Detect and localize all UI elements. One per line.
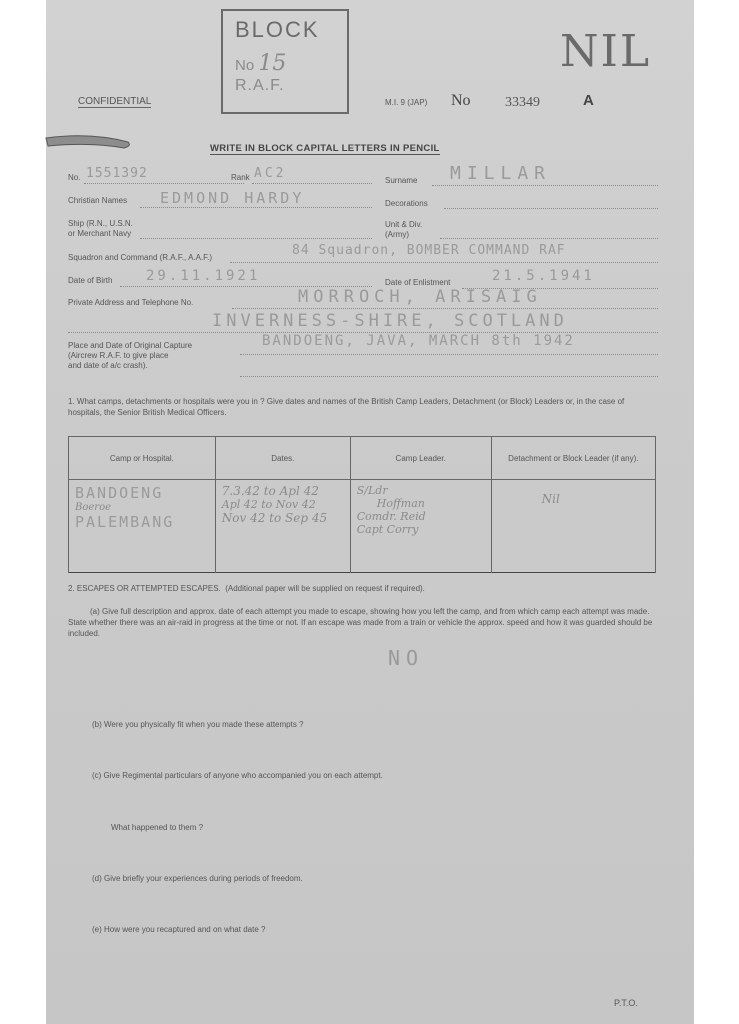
squadron-value: 84 Squadron, BOMBER COMMAND RAF [292,243,566,258]
camp-3: PALEMBANG [75,513,175,531]
classification: CONFIDENTIAL [78,96,152,107]
leader-4: Capt Corry [356,523,419,536]
binder-ring-icon [40,128,140,154]
number-value: 33349 [505,95,540,110]
header-detachment-leader: Detachment or Block Leader (if any). [491,437,655,480]
stamp-line3: R.A.F. [235,77,285,94]
number-label: No [451,92,471,109]
camp-2: Boeroe [75,502,112,513]
ship-label: Ship (R.N., U.S.N. or Merchant Navy [68,219,133,238]
table-header-row [69,437,656,480]
header-camp-leader: Camp Leader. [350,437,491,480]
dob-value: 29.11.1921 [146,268,261,284]
header-dates: Dates. [215,437,350,480]
stamp-line2: No 15 [235,51,287,76]
header-camp: Camp or Hospital. [69,437,216,480]
rank-label: Rank [231,173,250,182]
instruction-heading: WRITE IN BLOCK CAPITAL LETTERS IN PENCIL [210,143,440,154]
no-value: 1551392 [86,166,148,181]
page-turn-note: P.T.O. [614,998,638,1008]
address-value-line1: MORROCH, ARISAIG [298,287,542,307]
question-2b: (b) Were you physically fit when you made these attempts ? [92,720,304,729]
no-label: No. [68,173,81,182]
date-2: Apl 42 to Nov 42 [221,498,316,511]
surname-label: Surname [385,176,418,185]
enlistment-value: 21.5.1941 [492,268,595,284]
surname-value: MILLAR [450,163,552,184]
question-2c: (c) Give Regimental particulars of anyone who accompanied you on each attempt. [92,771,383,780]
question-2a-answer: NO [388,646,425,670]
date-1: 7.3.42 to Apl 42 [221,484,319,498]
question-2e: (e) How were you recaptured and on what date ? [92,925,266,934]
rank-value: AC2 [254,166,287,181]
capture-label: Place and Date of Original Capture (Aircrew R.A.F. to give place and date of a/c crash). [68,341,193,370]
block-stamp [221,9,349,114]
stamp-line1: BLOCK [235,17,320,42]
squadron-label: Squadron and Command (R.A.F., A.A.F.) [68,253,213,262]
detachment-leader-value: Nil [541,492,560,506]
capture-value: BANDOENG, JAVA, MARCH 8th 1942 [262,333,575,349]
leader-1: S/Ldr [356,484,388,497]
leader-3: Comdr. Reid [356,510,426,523]
dates-cell [215,480,350,573]
camp-cell [69,480,216,573]
corner-note: NIL [560,26,652,77]
christian-names-label: Christian Names [68,196,128,205]
number-suffix: A [583,92,594,109]
date-3: Nov 42 to Sep 45 [221,511,328,525]
camps-table [68,436,656,573]
enlistment-label: Date of Enlistment [385,278,451,287]
address-label: Private Address and Telephone No. [68,298,194,307]
question-2a: (a) Give full description and approx. date of each attempt you made to escape, showing how you left the camp, and from which camp each attempt was made. State whether there was an air-raid in progress at the time or not. If an escape was made from a train or vehicle the approx. speed and how it was guarded should be included. [68,607,653,638]
camp-leader-cell [350,480,491,573]
table-row [69,480,656,573]
form-reference: M.I. 9 (JAP) [385,98,428,107]
unit-label: Unit & Div. (Army) [385,220,423,239]
dob-label: Date of Birth [68,276,113,285]
question-2d: (d) Give briefly your experiences during periods of freedom. [92,874,303,883]
leader-2: Hoffman [376,497,425,510]
decorations-label: Decorations [385,199,428,208]
question-2c-followup: What happened to them ? [111,823,204,832]
question-1: 1. What camps, detachments or hospitals were you in ? Give dates and names of the British Camp Leaders, Detachment (or Block) Leaders or, in the case of hospitals, the Senior British Medical Officers. [68,397,625,417]
address-value-line2: INVERNESS-SHIRE, SCOTLAND [212,311,568,331]
detachment-leader-cell [491,480,655,573]
christian-names-value: EDMOND HARDY [160,189,305,207]
question-2-heading: 2. ESCAPES OR ATTEMPTED ESCAPES. (Additional paper will be supplied on request if required). [68,584,425,593]
camp-1: BANDOENG [75,484,164,502]
